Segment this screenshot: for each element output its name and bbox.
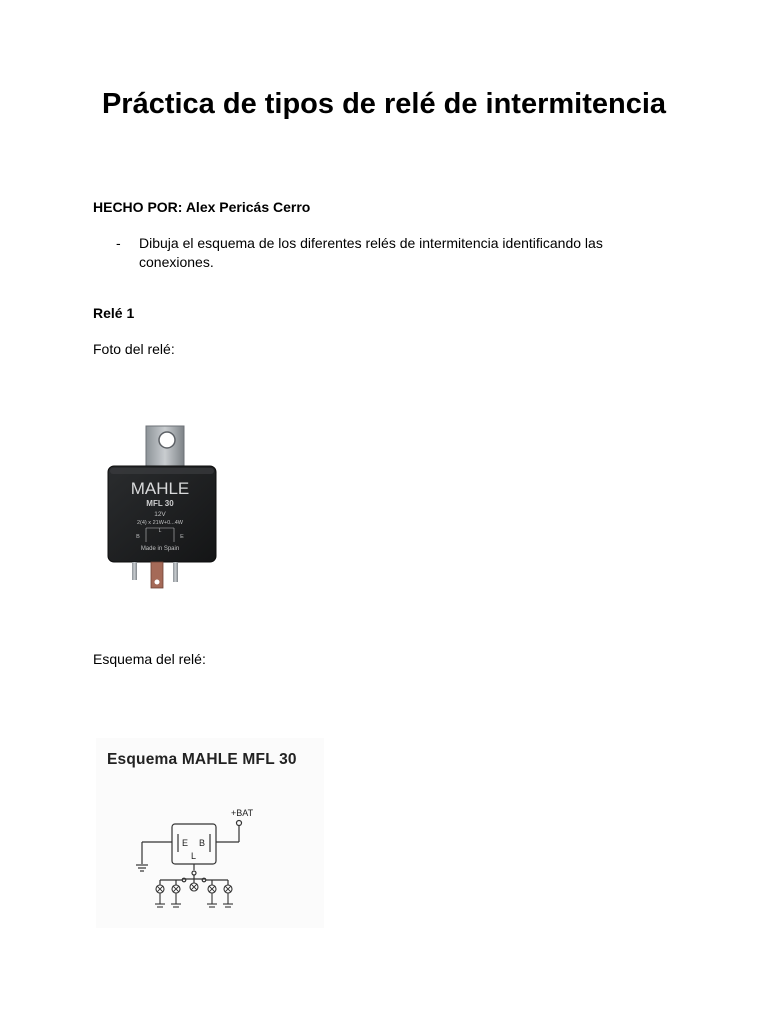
relay-voltage: 12V — [154, 511, 166, 518]
author-line: HECHO POR: Alex Pericás Cerro — [93, 199, 311, 215]
wiring-diagram — [96, 738, 324, 928]
relay-terminal-e: E — [180, 534, 184, 540]
photo-label: Foto del relé: — [93, 341, 175, 357]
bat-label: +BAT — [231, 808, 254, 818]
schema-title: Esquema MAHLE MFL 30 — [107, 751, 297, 768]
relay-terminal-l: L — [158, 528, 162, 534]
relay-model: MFL 30 — [146, 499, 174, 508]
terminal-e-label: E — [182, 838, 189, 848]
schema-label: Esquema del relé: — [93, 651, 206, 667]
relay-origin: Made in Spain — [140, 546, 180, 552]
document-title: Práctica de tipos de relé de intermitencia — [101, 88, 667, 120]
relay-photo — [96, 418, 226, 600]
relay-terminal-b: B — [136, 534, 140, 540]
relay-brand: MAHLE — [130, 479, 190, 498]
instruction-text: Dibuja el esquema de los diferentes relés de intermitencia identificando las conexiones. — [139, 235, 603, 270]
terminal-l-label: L — [191, 851, 197, 861]
bullet-marker: - — [116, 235, 121, 251]
terminal-b-label: B — [199, 838, 206, 848]
section-heading: Relé 1 — [93, 305, 135, 321]
schema-image — [96, 738, 324, 928]
relay-rating: 2(4) x 21W+0...4W — [136, 520, 184, 526]
relay-illustration — [96, 418, 226, 600]
